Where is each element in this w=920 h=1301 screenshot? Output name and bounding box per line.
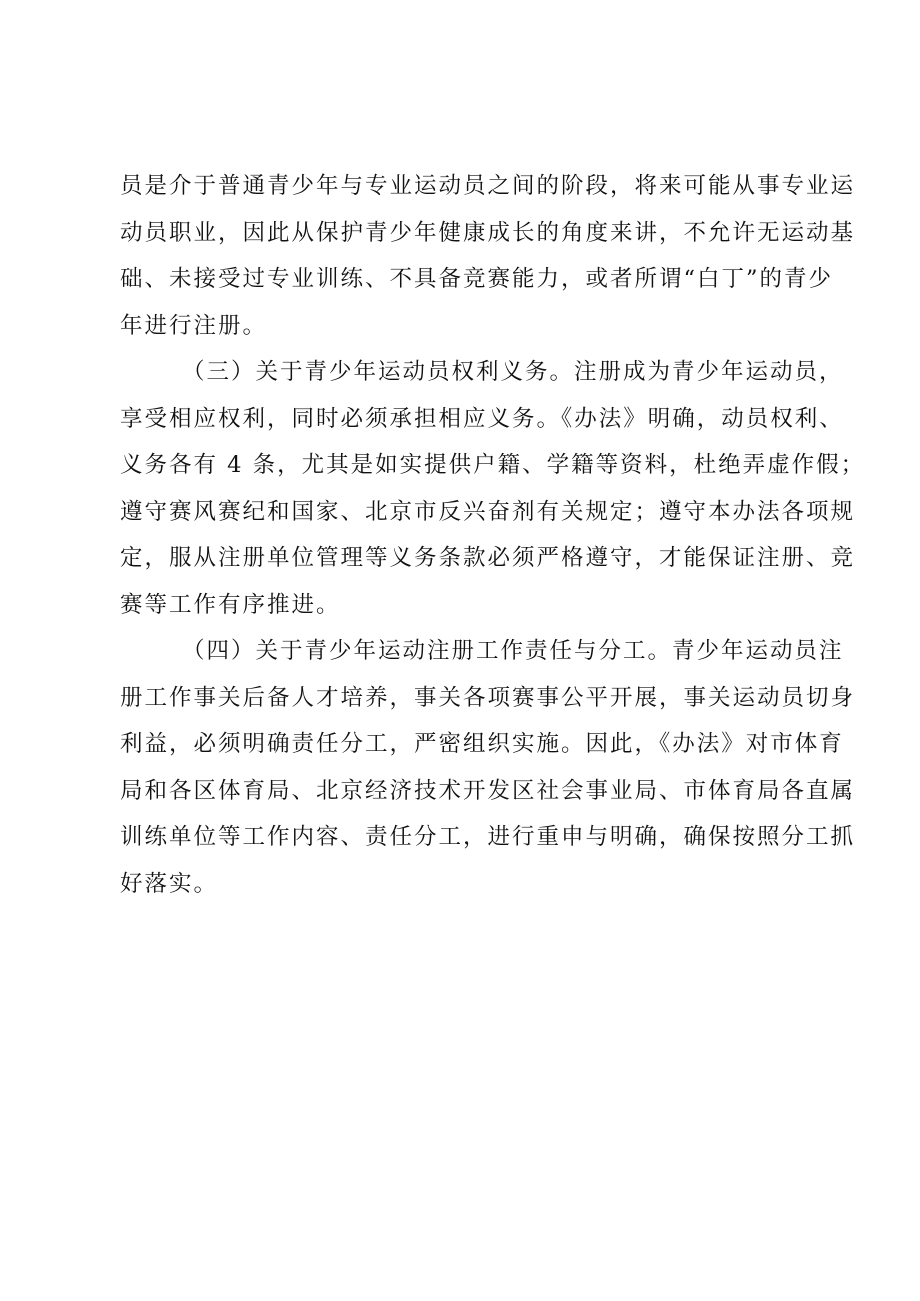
text-line: 遵守赛风赛纪和国家、北京市反兴奋剂有关规定；遵守本办法各项规 — [120, 498, 856, 525]
text-line: 享受相应权利，同时必须承担相应义务。《办法》明确，动员权利、 — [120, 405, 844, 432]
text-line: 好落实。 — [120, 870, 219, 897]
text-line: 训练单位等工作内容、责任分工，进行重申与明确，确保按照分工抓 — [120, 824, 856, 850]
section-heading-line: （三）关于青少年运动员权利义务。注册成为青少年运动员， — [182, 359, 844, 385]
text-line: 册工作事关后备人才培养，事关各项赛事公平开展，事关运动员切身 — [120, 684, 856, 711]
text-line: 义务各有 4 条，尤其是如实提供户籍、学籍等资料，杜绝弄虚作假； — [120, 452, 866, 478]
text-line: 定，服从注册单位管理等义务条款必须严格遵守，才能保证注册、竞 — [120, 545, 856, 571]
text-line: 年进行注册。 — [120, 312, 268, 339]
text-line: 员是介于普通青少年与专业运动员之间的阶段，将来可能从事专业运 — [120, 173, 856, 199]
text-line: 赛等工作有序推进。 — [120, 591, 341, 618]
text-line: 动员职业，因此从保护青少年健康成长的角度来讲，不允许无运动基 — [120, 219, 856, 246]
text-line: 础、未接受过专业训练、不具备竞赛能力，或者所谓“白丁”的青少 — [120, 266, 834, 292]
section-heading-line: （四）关于青少年运动注册工作责任与分工。青少年运动员注 — [182, 638, 844, 664]
body-text — [120, 163, 866, 907]
text-line: 局和各区体育局、北京经济技术开发区社会事业局、市体育局各直属 — [120, 777, 856, 804]
text-line: 利益，必须明确责任分工，严密组织实施。因此，《办法》对市体育 — [120, 731, 844, 757]
